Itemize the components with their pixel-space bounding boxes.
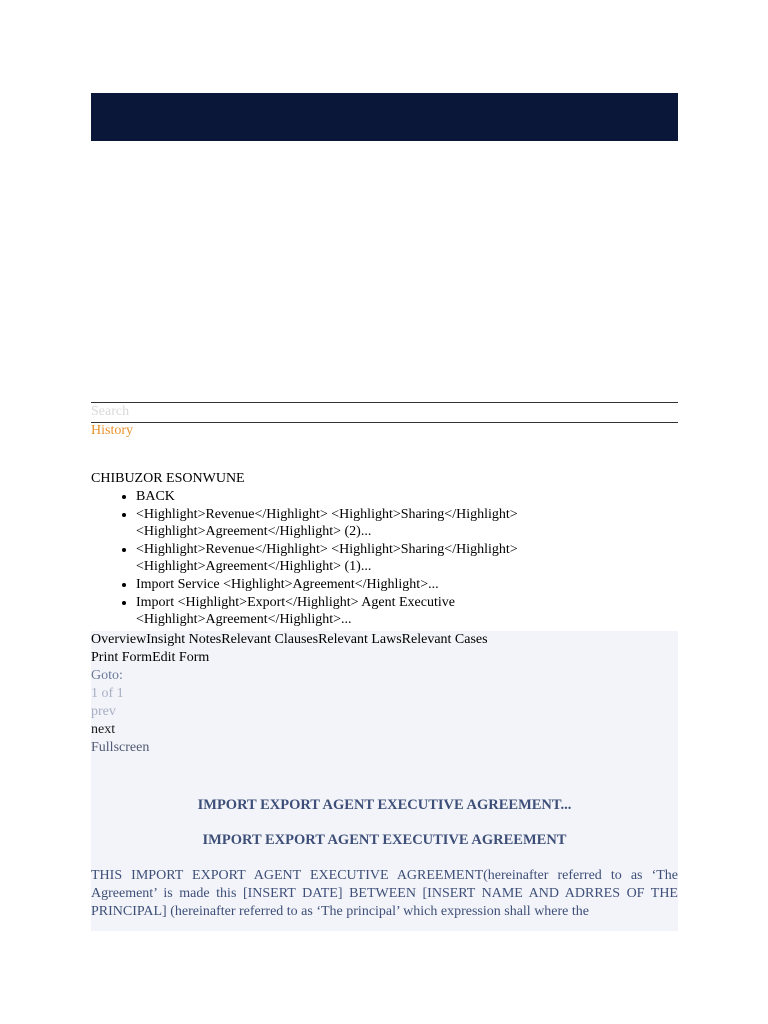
search-bar <box>91 402 678 423</box>
header-banner <box>91 93 678 141</box>
user-name: CHIBUZOR ESONWUNE <box>91 471 245 486</box>
document-title: IMPORT EXPORT AGENT EXECUTIVE AGREEMENT <box>202 832 567 848</box>
fullscreen-button[interactable]: Fullscreen <box>91 740 150 755</box>
list-item[interactable]: • <Highlight>Revenue</Highlight> <Highlight>Sharing</Highlight> <Highlight>Agreement</Highlight> (2)... <box>136 506 606 541</box>
document-body: THIS IMPORT EXPORT AGENT EXECUTIVE AGREEMENT(hereinafter referred to as ‘The Agreement’ is made this [INSERT DATE] BETWEEN [INSERT NAME AND ADRRES OF THE PRINCIPAL] (hereinafter referred to as ‘The principal’ which expression shall where the <box>91 868 678 919</box>
document-list <box>91 488 606 629</box>
list-item[interactable]: • <Highlight>Revenue</Highlight> <Highlight>Sharing</Highlight> <Highlight>Agreement</Highlight> (1)... <box>136 541 606 576</box>
history-link[interactable]: History <box>91 423 133 438</box>
form-actions <box>91 649 209 667</box>
list-item[interactable]: • Import <Highlight>Export</Highlight> Agent Executive <Highlight>Agreement</Highlight>... <box>136 594 606 629</box>
prev-page-button[interactable]: prev <box>91 704 116 719</box>
edit-form-button[interactable]: Edit Form <box>152 650 210 665</box>
tab-bar <box>91 631 488 649</box>
goto-label: Goto: <box>91 668 123 683</box>
tab-relevant-clauses[interactable]: Relevant Clauses <box>221 632 319 647</box>
back-link[interactable]: • BACK <box>136 488 606 506</box>
list-item[interactable]: • Import Service <Highlight>Agreement</Highlight>... <box>136 576 606 594</box>
print-form-button[interactable]: Print Form <box>91 650 153 665</box>
page-count: 1 of 1 <box>91 686 124 701</box>
tab-overview[interactable]: Overview <box>91 632 147 647</box>
document-panel <box>91 631 678 931</box>
search-input[interactable] <box>91 403 678 421</box>
tab-insight-notes[interactable]: Insight Notes <box>146 632 222 647</box>
document-title-truncated: IMPORT EXPORT AGENT EXECUTIVE AGREEMENT... <box>197 797 572 813</box>
tab-relevant-cases[interactable]: Relevant Cases <box>401 632 488 647</box>
tab-relevant-laws[interactable]: Relevant Laws <box>318 632 402 647</box>
next-page-button[interactable]: next <box>91 722 116 737</box>
